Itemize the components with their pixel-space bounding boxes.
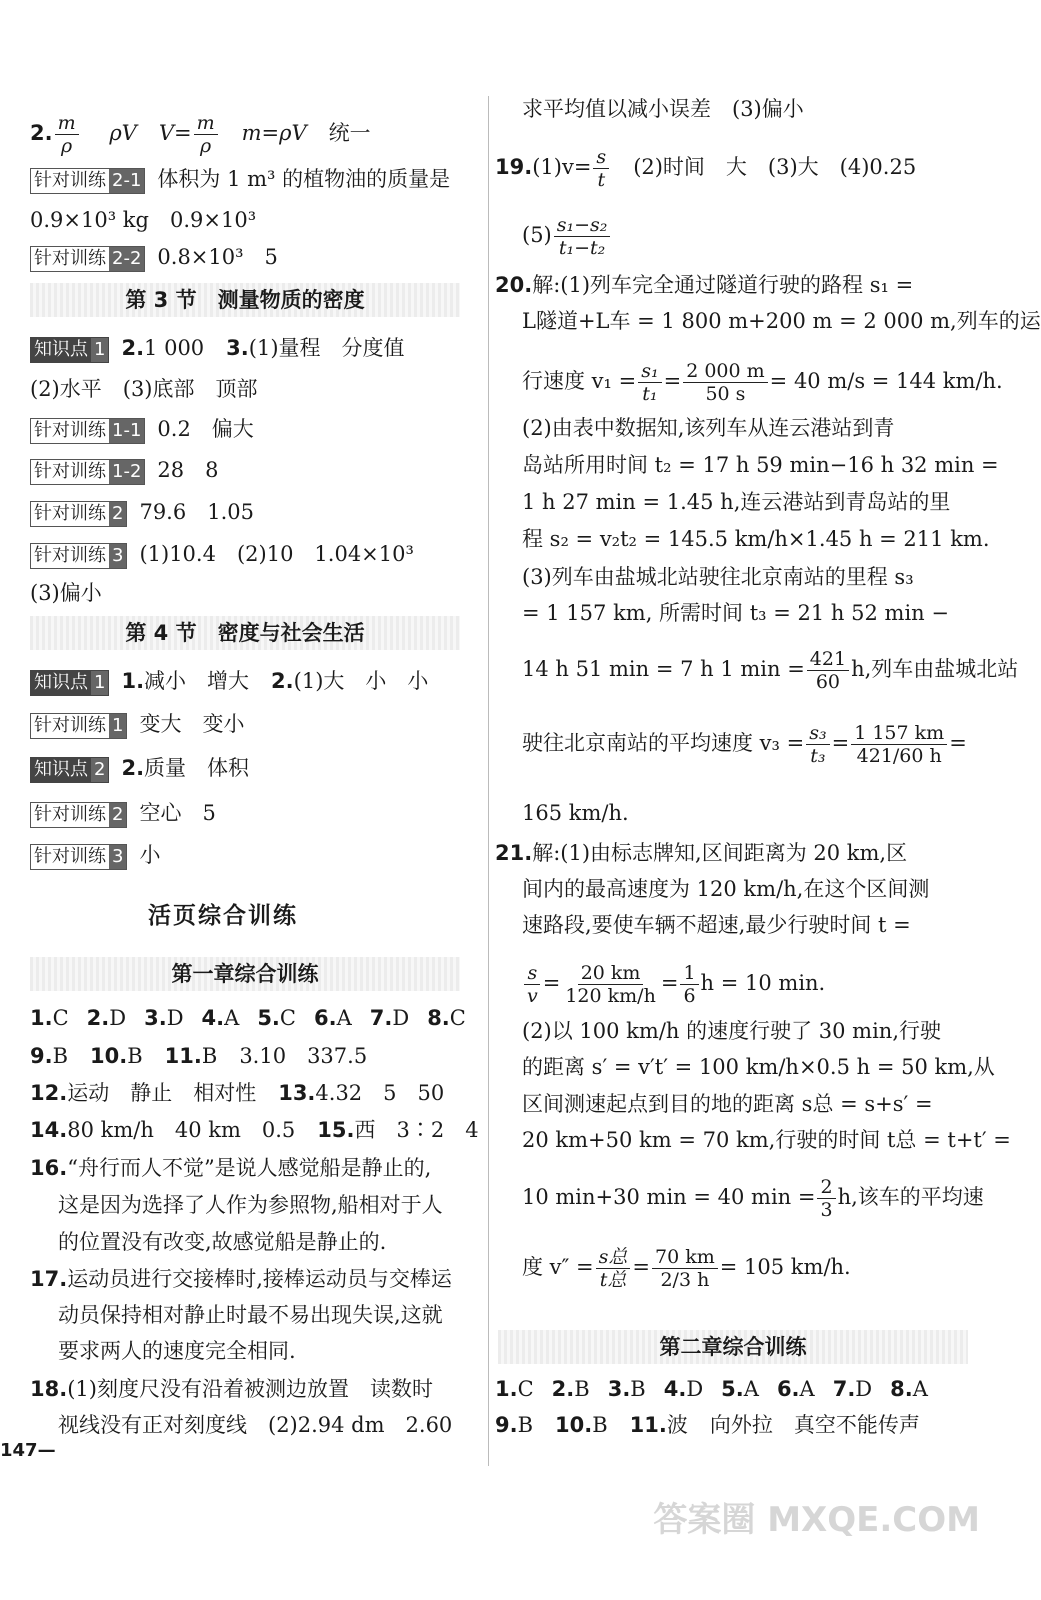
answer-line: 速路段,要使车辆不超速,最少行驶时间 t =: [522, 913, 911, 937]
answer-line: 程 s₂ = v₂t₂ = 145.5 km/h×1.45 h = 211 km.: [522, 527, 990, 551]
answer-line: 求平均值以减小误差 (3)偏小: [522, 97, 804, 121]
answer-line: 间内的最高速度为 120 km/h,在这个区间测: [522, 877, 930, 901]
answer-line: 视线没有正对刻度线 (2)2.94 dm 2.60: [58, 1413, 453, 1437]
choice-letter: A: [336, 1006, 352, 1030]
training-tag: 针对训练 2-1: [30, 168, 145, 194]
choice-number: 1.: [30, 1006, 53, 1030]
choice-number: 3.: [607, 1377, 631, 1401]
choice-letter: C: [517, 1377, 534, 1401]
answer-line: 的距离 s′ = v′t′ = 100 km/h×0.5 h = 50 km,从: [522, 1055, 995, 1079]
choice-letter: D: [109, 1006, 127, 1030]
training-tag: 针对训练 1-2: [30, 459, 145, 485]
answer-line: 针对训练 2-2 0.8×10³ 5: [30, 242, 278, 272]
answer-line: 针对训练 1 变大 变小: [30, 709, 244, 739]
training-tag: 针对训练 3: [30, 844, 127, 870]
choice-answers: [495, 1374, 946, 1404]
answer-line: 行速度 v₁ = $\frac{\text{s₁}}{\text{t₁}}$ = $\frac{2 000 m}{50 s}$ = 40 m/s = 144 km/h.: [522, 360, 1003, 405]
choice-number: 6.: [776, 1377, 800, 1401]
answer-line: 16.“舟行而人不觉”是说人感觉船是静止的,: [30, 1156, 432, 1180]
answer-line: 知识点 2 2.质量 体积: [30, 753, 249, 783]
answer-line: 0.9×10³ kg 0.9×10³: [30, 208, 257, 232]
answer-line: 17.运动员进行交接棒时,接棒运动员与交棒运: [30, 1267, 452, 1291]
choice-letter: A: [912, 1377, 928, 1401]
choice-letter: C: [449, 1006, 466, 1030]
page-number: 147—: [0, 1440, 56, 1461]
answer-line: 21.解:(1)由标志牌知,区间距离为 20 km,区: [495, 841, 908, 865]
answer-line: 要求两人的速度完全相同.: [58, 1339, 296, 1363]
answer-line: $\frac{s}{v}$ = $\frac{20 km}{120 km/h}$ = $\frac{1}{6}$ h = 10 min.: [522, 962, 825, 1007]
answer-line: 岛站所用时间 t₂ = 17 h 59 min−16 h 32 min =: [522, 453, 999, 477]
answer-line: 18.(1)刻度尺没有沿着被测边放置 读数时: [30, 1377, 433, 1401]
answer-line: 针对训练 2 空心 5: [30, 798, 216, 828]
answer-line: 驶往北京南站的平均速度 v₃ = $\frac{\text{s₃}}{\text{t₃}}$ = $\frac{1 157 km}{421/60 h}$ =: [522, 722, 967, 767]
answer-line: 针对训练 3 小: [30, 840, 160, 870]
choice-letter: D: [855, 1377, 873, 1401]
chapter-heading: 第一章综合训练: [30, 957, 460, 991]
answer-line: 14.80 km/h 40 km 0.5 15.西 3∶2 4: [30, 1118, 479, 1142]
training-tag: 针对训练 2: [30, 501, 127, 527]
answer-line: 19.(1)v= $\frac{s}{t}$ (2)时间 大 (3)大 (4)0.25: [495, 146, 917, 191]
column-divider: [488, 96, 489, 1466]
answer-line: 针对训练 2 79.6 1.05: [30, 497, 254, 527]
watermark: 答案圈 MXQE.COM: [653, 1500, 980, 1540]
choice-letter: A: [743, 1377, 759, 1401]
choice-number: 1.: [495, 1377, 518, 1401]
knowledge-tag: 知识点 2: [30, 757, 109, 783]
answer-line: (2)由表中数据知,该列车从连云港站到青: [522, 416, 895, 440]
choice-letter: B: [574, 1377, 590, 1401]
answer-line: 9.B 10.B 11.B 3.10 337.5: [30, 1044, 368, 1068]
choice-letter: B: [630, 1377, 646, 1401]
knowledge-tag: 知识点 1: [30, 337, 109, 363]
answer-line: (3)偏小: [30, 581, 102, 605]
answer-line: 12.运动 静止 相对性 13.4.32 5 50: [30, 1081, 445, 1105]
answer-line: 10 min+30 min = 40 min = $\frac{2}{3}$ h,该车的平均速: [522, 1176, 984, 1221]
choice-number: 7.: [369, 1006, 393, 1030]
part-title: 活页综合训练: [148, 903, 298, 929]
answer-line: 14 h 51 min = 7 h 1 min = $\frac{421}{60}$ h,列车由盐城北站: [522, 648, 1019, 693]
choice-number: 4.: [201, 1006, 225, 1030]
answer-line: 知识点 1 1.减小 增大 2.(1)大 小 小: [30, 666, 428, 696]
choice-number: 4.: [663, 1377, 687, 1401]
choice-letter: D: [392, 1006, 410, 1030]
choice-letter: A: [799, 1377, 815, 1401]
answer-line: = 1 157 km, 所需时间 t₃ = 21 h 52 min −: [522, 601, 949, 625]
choice-number: 5.: [721, 1377, 744, 1401]
answer-line: 区间测速起点到目的地的距离 s总 = s+s′ =: [522, 1092, 933, 1116]
choice-number: 2.: [86, 1006, 110, 1030]
chapter-heading: 第二章综合训练: [498, 1330, 968, 1364]
answer-line: 这是因为选择了人作为参照物,船相对于人: [58, 1193, 443, 1217]
answer-line: 针对训练 3 (1)10.4 (2)10 1.04×10³: [30, 539, 414, 569]
section-heading: 第 4 节 密度与社会生活: [30, 616, 460, 650]
training-tag: 针对训练 1: [30, 713, 127, 739]
choice-letter: C: [279, 1006, 296, 1030]
choice-number: 8.: [890, 1377, 913, 1401]
choice-letter: D: [686, 1377, 704, 1401]
training-tag: 针对训练 2: [30, 802, 127, 828]
choice-number: 3.: [144, 1006, 167, 1030]
answer-line: 1 h 27 min = 1.45 h,连云港站到青岛站的里: [522, 490, 951, 514]
answer-line: 动员保持相对静止时最不易出现失误,这就: [58, 1303, 443, 1327]
choice-letter: A: [224, 1006, 240, 1030]
answer-line: (2)以 100 km/h 的速度行驶了 30 min,行驶: [522, 1019, 941, 1043]
choice-number: 6.: [313, 1006, 337, 1030]
choice-letter: C: [52, 1006, 69, 1030]
knowledge-tag: 知识点 1: [30, 670, 109, 696]
choice-number: 2.: [551, 1377, 575, 1401]
choice-number: 5.: [257, 1006, 280, 1030]
choice-number: 8.: [427, 1006, 450, 1030]
choice-number: 7.: [832, 1377, 856, 1401]
section-heading: 第 3 节 测量物质的密度: [30, 283, 460, 317]
answer-line: 针对训练 2-1 体积为 1 m³ 的植物油的质量是: [30, 164, 450, 194]
training-tag: 针对训练 2-2: [30, 246, 145, 272]
answer-line: 2. $\frac{m}{\rho}$ ρV V= $\frac{m}{\rho}$ m=ρV 统一: [30, 112, 371, 157]
answer-line: 度 v″ = $\frac{\text{s总}}{\text{t总}}$ = $\frac{70 km}{2/3 h}$ = 105 km/h.: [522, 1246, 851, 1291]
answer-line: 20.解:(1)列车完全通过隧道行驶的路程 s₁ =: [495, 273, 914, 297]
answer-line: 知识点 1 2.1 000 3.(1)量程 分度值: [30, 333, 405, 363]
answer-line: 9.B 10.B 11.波 向外拉 真空不能传声: [495, 1413, 920, 1437]
answer-line: 的位置没有改变,故感觉船是静止的.: [58, 1230, 387, 1254]
answer-line: (3)列车由盐城北站驶往北京南站的里程 s₃: [522, 565, 914, 589]
answer-line: 165 km/h.: [522, 801, 629, 825]
answer-line: 20 km+50 km = 70 km,行驶的时间 t总 = t+t′ =: [522, 1128, 1011, 1152]
choice-answers: [30, 1003, 484, 1033]
answer-line: L隧道+L车 = 1 800 m+200 m = 2 000 m,列车的运: [522, 309, 1041, 333]
answer-line: (2)水平 (3)底部 顶部: [30, 377, 258, 401]
training-tag: 针对训练 1-1: [30, 418, 145, 444]
answer-line: 针对训练 1-1 0.2 偏大: [30, 414, 254, 444]
training-tag: 针对训练 3: [30, 543, 127, 569]
choice-letter: D: [166, 1006, 184, 1030]
answer-line: 针对训练 1-2 28 8: [30, 455, 219, 485]
answer-line: (5) $\frac{\text{s₁−s₂}}{\text{t₁−t₂}}$: [522, 214, 612, 259]
